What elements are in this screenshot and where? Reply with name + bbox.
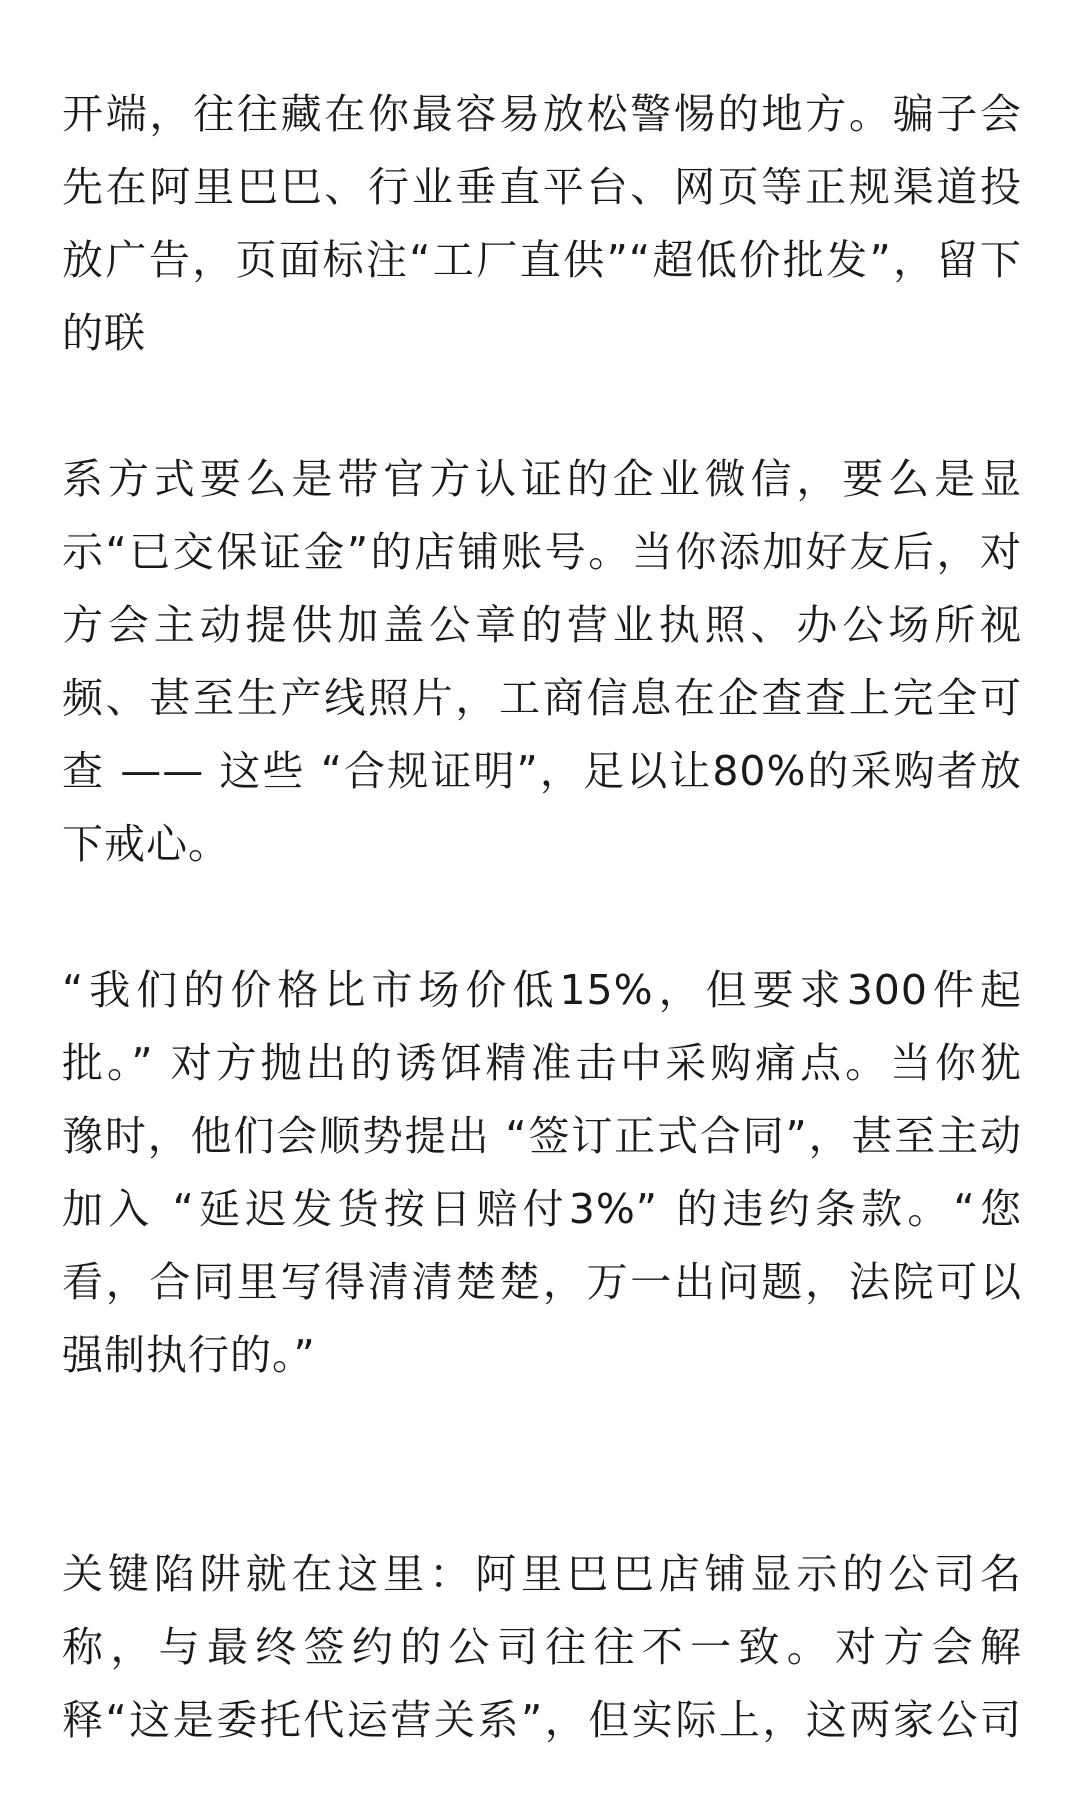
text-line: 开端，往往藏在你最容易放松警惕的地方。骗子会 bbox=[62, 90, 1022, 138]
text-line: “我们的价格比市场价低15%，但要求300件起 bbox=[62, 966, 1022, 1014]
paragraph-4 bbox=[62, 1538, 1022, 1757]
text-line: 加入 “延迟发货按日赔付3%” 的违约条款。“您 bbox=[62, 1185, 1022, 1233]
text-line: 频、甚至生产线照片，工商信息在企查查上完全可 bbox=[62, 674, 1022, 722]
text-line: 强制执行的。” bbox=[62, 1331, 316, 1379]
text-line: 关键陷阱就在这里：阿里巴巴店铺显示的公司名 bbox=[62, 1550, 1022, 1598]
text-line: 释“这是委托代运营关系”，但实际上，这两家公司 bbox=[62, 1696, 1022, 1744]
text-line: 先在阿里巴巴、行业垂直平台、网页等正规渠道投 bbox=[62, 163, 1022, 211]
text-line: 查 —— 这些 “合规证明”，足以让80%的采购者放 bbox=[62, 747, 1022, 795]
text-line: 豫时，他们会顺势提出 “签订正式合同”，甚至主动 bbox=[62, 1112, 1022, 1160]
paragraph-1 bbox=[62, 78, 1022, 370]
article-body bbox=[62, 78, 1022, 1757]
text-line: 放广告，页面标注“工厂直供”“超低价批发”，留下 bbox=[62, 236, 1022, 284]
paragraph-spacer bbox=[62, 1392, 1022, 1538]
text-line: 系方式要么是带官方认证的企业微信，要么是显 bbox=[62, 455, 1022, 503]
text-line: 称，与最终签约的公司往往不一致。对方会解 bbox=[62, 1623, 1022, 1671]
paragraph-2 bbox=[62, 443, 1022, 881]
text-line: 下戒心。 bbox=[62, 820, 230, 868]
text-line: 方会主动提供加盖公章的营业执照、办公场所视 bbox=[62, 601, 1022, 649]
text-line: 看，合同里写得清清楚楚，万一出问题，法院可以 bbox=[62, 1258, 1022, 1306]
paragraph-3 bbox=[62, 954, 1022, 1392]
text-line: 示“已交保证金”的店铺账号。当你添加好友后，对 bbox=[62, 528, 1022, 576]
text-line: 批。” 对方抛出的诱饵精准击中采购痛点。当你犹 bbox=[62, 1039, 1022, 1087]
text-line: 的联 bbox=[62, 309, 146, 357]
paragraph-spacer bbox=[62, 370, 1022, 443]
paragraph-spacer bbox=[62, 881, 1022, 954]
